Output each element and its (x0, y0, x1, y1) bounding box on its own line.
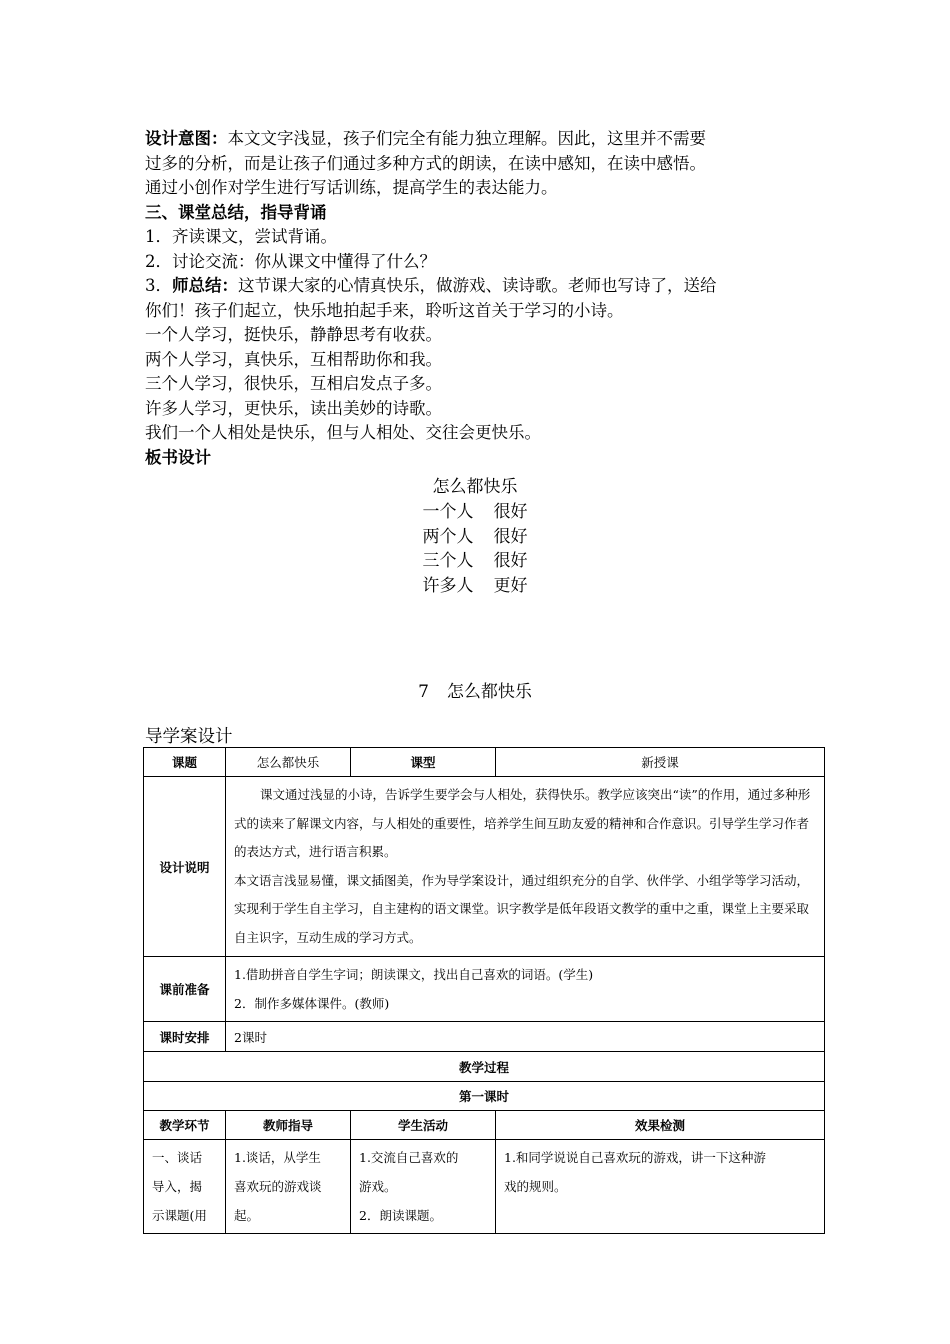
lesson-title (0, 677, 950, 702)
col-header-step: 教学环节 (144, 1111, 226, 1140)
table-row (144, 748, 825, 777)
prep-item-2: 2．制作多媒体课件。(教师) (234, 996, 390, 1011)
col-header-check: 效果检测 (496, 1111, 825, 1140)
lesson-summary-text (145, 127, 815, 470)
board-title: 怎么都快乐 (432, 477, 518, 497)
poem-line-2: 两个人学习，真快乐，互相帮助你和我。 (145, 349, 442, 369)
board-row: 三个人 很好 (422, 551, 528, 572)
teacher-summary-label: 师总结： (172, 276, 238, 295)
design-label: 设计说明 (144, 777, 226, 957)
board-row: 一个人 很好 (422, 501, 528, 522)
table-row (144, 1082, 825, 1111)
design-intent-line-3: 通过小创作对学生进行写话训练，提高学生的表达能力。 (145, 178, 558, 197)
check-cell: 1.和同学说说自己喜欢玩的游戏，讲一下这种游 戏的规则。 (496, 1140, 825, 1234)
topic-label: 课题 (144, 748, 226, 777)
blackboard-design (0, 475, 950, 599)
process-heading: 教学过程 (144, 1052, 825, 1082)
table-header-row (144, 1111, 825, 1140)
poem-line-4: 许多人学习，更快乐，读出美妙的诗歌。 (145, 398, 442, 418)
prep-label: 课前准备 (144, 957, 226, 1022)
design-para-2: 本文语言浅显易懂，课文插图美，作为导学案设计，通过组织充分的自学、伙伴学、小组学等学习活动，实现利于学生自主学习，自主建构的语文课堂。识字教学是低年段语文教学的重中之重，课堂上主要采取自主识字，互动生成的学习方式。 (234, 872, 810, 945)
guide-plan-heading: 导学案设计 (145, 727, 233, 747)
teacher-cell: 1.谈话，从学生 喜欢玩的游戏谈 起。 (226, 1140, 351, 1234)
type-value: 新授课 (496, 748, 825, 777)
section-heading-three: 三、课堂总结，指导背诵 (145, 202, 327, 222)
first-lesson-heading: 第一课时 (144, 1082, 825, 1111)
table-row (144, 777, 825, 957)
summary-item-3-cont: 你们！孩子们起立，快乐地拍起手来，聆听这首关于学习的小诗。 (145, 300, 624, 320)
design-intent-line-2: 过多的分析，而是让孩子们通过多种方式的朗读，在读中感知，在读中感悟。 (145, 153, 706, 173)
col-header-teacher: 教师指导 (226, 1111, 351, 1140)
board-design-heading: 板书设计 (145, 447, 211, 467)
summary-item-1: 1．齐读课文，尝试背诵。 (145, 227, 337, 246)
type-label: 课型 (351, 748, 496, 777)
step-cell: 一、谈话 导入，揭 示课题(用 (144, 1140, 226, 1234)
table-row (144, 1140, 825, 1234)
lesson-name: 怎么都快乐 (446, 682, 532, 702)
poem-line-1: 一个人学习，挺快乐，静静思考有收获。 (145, 325, 442, 344)
lesson-number: 7 (418, 682, 429, 702)
prep-content (226, 957, 825, 1022)
design-description (226, 777, 825, 957)
table-row (144, 1052, 825, 1082)
design-intent-label: 设计意图： (145, 129, 228, 148)
hours-label: 课时安排 (144, 1022, 226, 1052)
prep-item-1: 1.借助拼音自学生字词；朗读课文，找出自己喜欢的词语。(学生) (234, 967, 594, 982)
topic-value: 怎么都快乐 (226, 748, 351, 777)
summary-item-2: 2．讨论交流：你从课文中懂得了什么？ (145, 251, 436, 271)
guide-plan-table (143, 747, 825, 1234)
design-para-1: 课文通过浅显的小诗，告诉学生要学会与人相处，获得快乐。教学应该突出“读”的作用，通过多种形式的读来了解课文内容，与人相处的重要性，培养学生间互助友爱的精神和合作意识。引导学生学习作者的表达方式，进行语言积累。 (234, 787, 811, 859)
table-row (144, 1022, 825, 1052)
table-row (144, 957, 825, 1022)
summary-item-3: 3．师总结：这节课大家的心情真快乐，做游戏、读诗歌。老师也写诗了，送给 (145, 276, 717, 295)
hours-value: 2课时 (226, 1022, 825, 1052)
student-cell: 1.交流自己喜欢的 游戏。 2．朗读课题。 (351, 1140, 496, 1234)
col-header-student: 学生活动 (351, 1111, 496, 1140)
poem-conclusion: 我们一个人相处是快乐，但与人相处、交往会更快乐。 (145, 423, 541, 442)
design-intent-line-1: 设计意图：本文文字浅显，孩子们完全有能力独立理解。因此，这里并不需要 (145, 129, 706, 148)
board-row: 许多人 更好 (422, 576, 528, 597)
poem-line-3: 三个人学习，很快乐，互相启发点子多。 (145, 374, 442, 393)
board-row: 两个人 很好 (422, 526, 528, 547)
